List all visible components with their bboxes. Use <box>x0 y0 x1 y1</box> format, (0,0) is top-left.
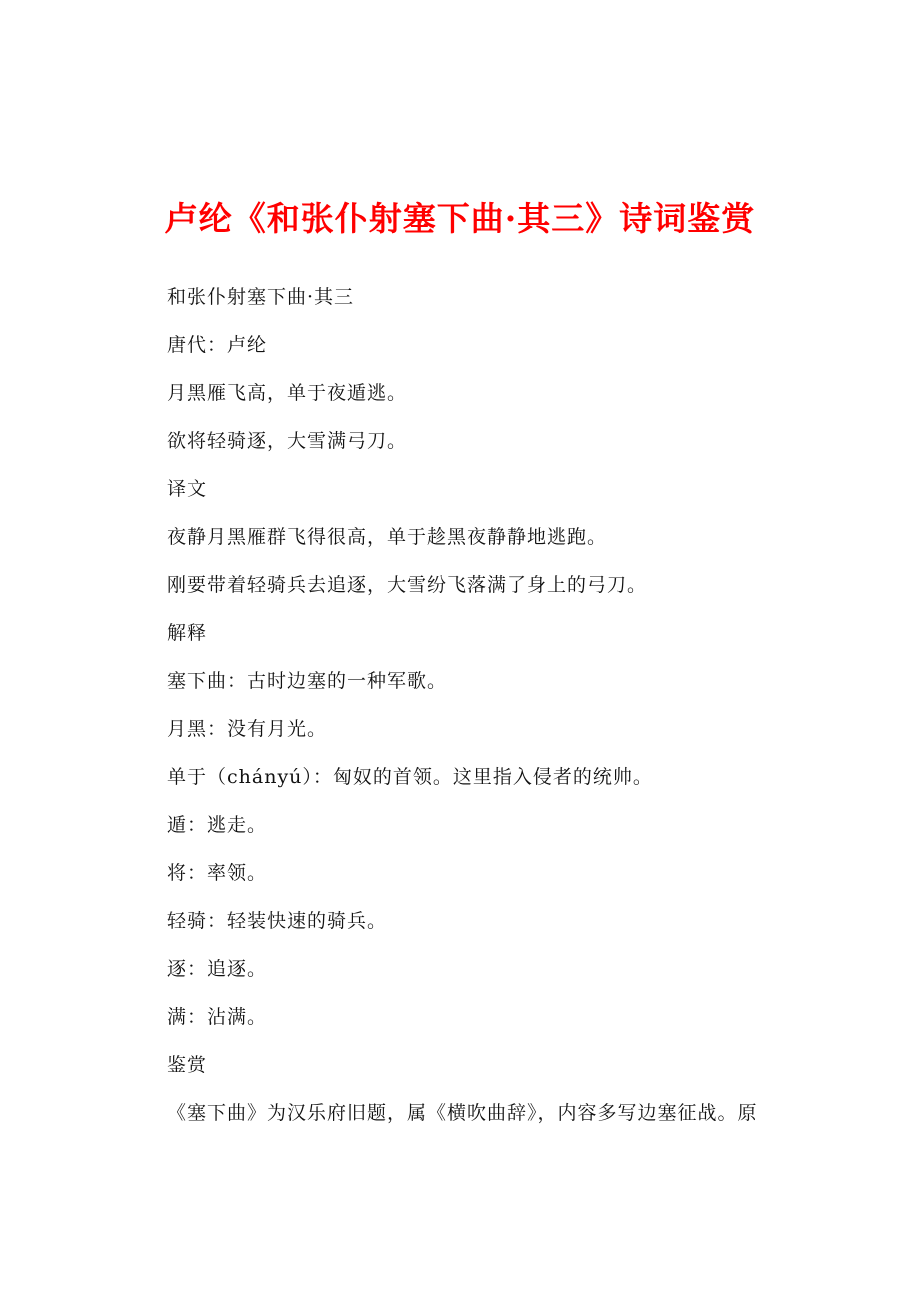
translation-line: 夜静月黑雁群飞得很高，单于趁黑夜静静地逃跑。 <box>167 526 608 548</box>
section-heading-translation: 译文 <box>167 478 208 500</box>
note-line: 将：率领。 <box>167 862 268 884</box>
appreciation-line: 《塞下曲》为汉乐府旧题，属《横吹曲辞》，内容多写边塞征战。原 <box>167 1102 758 1124</box>
note-line: 轻骑：轻装快速的骑兵。 <box>167 910 388 932</box>
note-line: 塞下曲：古时边塞的一种军歌。 <box>167 670 448 692</box>
poem-line: 欲将轻骑逐，大雪满弓刀。 <box>167 430 408 452</box>
note-line: 遁：逃走。 <box>167 814 268 836</box>
note-line: 满：沾满。 <box>167 1006 268 1028</box>
note-line: 逐：追逐。 <box>167 958 268 980</box>
document-title: 卢纶《和张仆射塞下曲·其三》诗词鉴赏 <box>164 199 756 238</box>
poem-line: 月黑雁飞高，单于夜遁逃。 <box>167 382 408 404</box>
note-line: 月黑：没有月光。 <box>167 718 328 740</box>
document-body <box>167 277 817 1141</box>
poem-author: 唐代：卢纶 <box>167 334 268 356</box>
note-line: 单于（chányú）：匈奴的首领。这里指入侵者的统帅。 <box>167 766 653 788</box>
section-heading-appreciation: 鉴赏 <box>167 1054 208 1076</box>
translation-line: 刚要带着轻骑兵去追逐，大雪纷飞落满了身上的弓刀。 <box>167 574 648 596</box>
section-heading-notes: 解释 <box>167 622 208 644</box>
poem-title: 和张仆射塞下曲·其三 <box>167 286 355 308</box>
